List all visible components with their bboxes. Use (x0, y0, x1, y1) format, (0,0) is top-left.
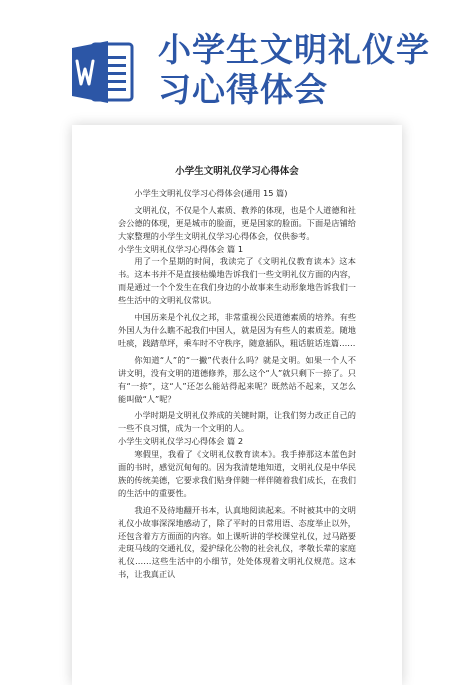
paragraph: 我迫不及待地翻开书本，认真地阅读起来。不时被其中的文明礼仪小故事深深地感动了，除了平时的日常用语、态度举止以外，还包含着方方面面的内容。如上课听讲的学校课堂礼仪，过马路要走斑马线的交通礼仪，爱护绿化公物的社会礼仪，孝敬长辈的家庭礼仪……这些生活中的小细节，处处体现着文明礼仪规范。这本书，让我真正认 (118, 504, 356, 580)
intro-paragraph: 文明礼仪，不仅是个人素质、教养的体现，也是个人道德和社会公德的体现，更是城市的脸面，更是国家的脸面。下面是店铺给大家整理的小学生文明礼仪学习心得体会，仅供参考。 (118, 204, 356, 241)
banner-title: 小学生文明礼仪学习心得体会 (158, 30, 430, 109)
document-title: 小学生文明礼仪学习心得体会 (175, 166, 299, 177)
paragraph: 你知道“人”的“一撇”代表什么吗？就是文明。如果一个人不讲文明，没有文明的道德修养，那么这个“人”就只剩下一捺了。只有“一捺”，这“人”还怎么能站得起来呢？既然站不起来，又怎么能叫做“人”呢？ (118, 354, 356, 404)
paragraph: 用了一个星期的时间，我读完了《文明礼仪教育读本》这本书。这本书并不是直接枯燥地告诉我们一些文明礼仪方面的内容，而是通过一个个发生在我们身边的小故事来生动形象地告诉我们一些生活中的文明礼仪常识。 (118, 256, 356, 306)
paragraph: 小学时期是文明礼仪养成的关键时期，让我们努力改正自己的一些不良习惯，成为一个文明的人。 (118, 410, 356, 434)
section-heading: 小学生文明礼仪学习心得体会 篇 2 (118, 436, 244, 447)
section-heading: 小学生文明礼仪学习心得体会 篇 1 (118, 243, 244, 254)
word-document-icon (70, 36, 136, 108)
document-body (118, 166, 356, 585)
paragraph: 寒假里，我看了《文明礼仪教育读本》。我手捧那这本蓝色封面的书时，感觉沉甸甸的。因为我清楚地知道，文明礼仪是中华民族的传统美德，它要求我们贴身伴随一样伴随着我们成长，在我们的生活中的重要性。 (118, 449, 356, 498)
document-subtitle: 小学生文明礼仪学习心得体会(通用 15 篇) (134, 187, 288, 198)
paragraph: 中国历来是个礼仪之邦，非常重视公民道德素质的培养。有些外国人为什么瞧不起我们中国人，就是因为有些人的素质差。随地吐痰，践踏草坪，乘车时不守秩序，随意插队，粗话脏话连篇…… (118, 312, 356, 348)
